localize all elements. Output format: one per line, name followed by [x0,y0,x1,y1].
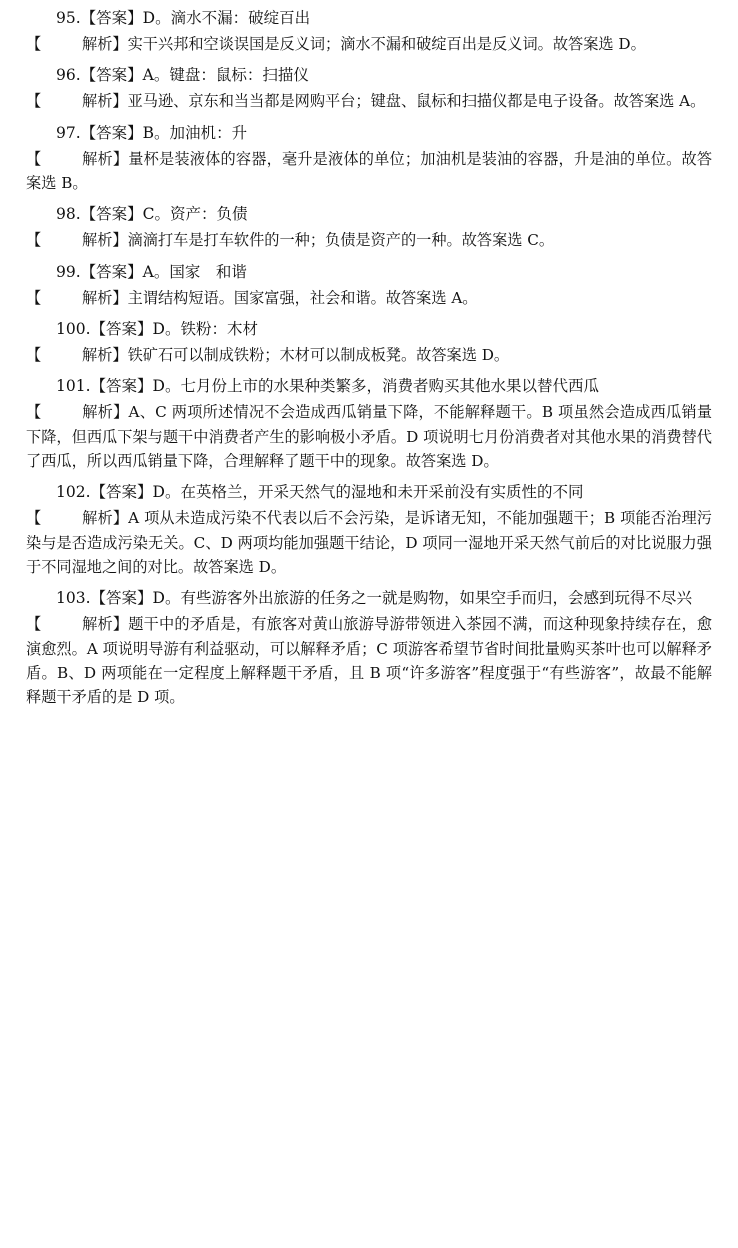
analysis-label-103: 解析】 [82,615,129,634]
analysis-line-96 [26,89,712,113]
answer-line-99 [26,260,712,284]
analysis-text-100: 铁矿石可以制成铁粉；木材可以制成板凳。故答案选 D。 [127,345,510,364]
analysis-text-95: 实干兴邦和空谈误国是反义词；滴水不漏和破绽百出是反义词。故答案选 D。 [127,35,646,54]
entry-98 [26,202,712,252]
analysis-text-98: 滴滴打车是打车软件的一种；负债是资产的一种。故答案选 C。 [127,231,555,250]
analysis-line-101 [26,400,712,473]
answer-text-96: A。键盘：鼠标：扫描仪 [142,66,309,85]
analysis-bracket-103: 【 [26,615,42,634]
question-number-103: 103. [56,589,91,608]
answer-text-95: D。滴水不漏：破绽百出 [142,9,311,27]
answer-line-100 [26,317,712,341]
question-number-97: 97. [56,123,81,142]
answer-line-96 [26,63,712,87]
entry-101 [26,374,712,473]
analysis-line-103 [26,612,712,709]
analysis-line-102 [26,506,712,579]
question-number-98: 98. [56,205,81,224]
answer-text-100: D。铁粉：木材 [152,319,258,338]
analysis-text-101: A、C 两项所述情况不会造成西瓜销量下降，不能解释题干。B 项虽然会造成西瓜销量下降，但西瓜下架与题干中消费者产生的影响极小矛盾。D 项说明七月份消费者对其他水果的消费替代了西瓜，所以西瓜销量下降，合理解释了题干中的现象。故答案选 D。 [26,403,713,470]
question-number-100: 100. [56,319,91,338]
analysis-label-95: 解析】 [82,35,128,54]
answer-text-102: D。在英格兰，开采天然气的湿地和未开采前没有实质性的不同 [152,483,584,502]
answer-label-100: 【答案】 [90,319,153,338]
analysis-bracket-99: 【 [26,288,42,307]
entry-97 [26,121,712,196]
analysis-label-96: 解析】 [82,92,128,111]
answer-label-101: 【答案】 [90,377,153,396]
analysis-label-101: 解析】 [82,403,129,422]
analysis-line-95 [26,32,712,56]
analysis-label-102: 解析】 [82,509,129,528]
analysis-bracket-101: 【 [26,403,42,422]
analysis-bracket-97: 【 [26,149,42,168]
answer-text-99: A。国家 和谐 [142,262,247,281]
answer-line-103 [26,586,712,610]
analysis-bracket-95: 【 [26,35,42,54]
answer-text-98: C。资产：负债 [142,205,248,224]
analysis-text-103: 题干中的矛盾是，有旅客对黄山旅游导游带领进入茶园不满，而这种现象持续存在，愈演愈烈。A 项说明导游有利益驱动，可以解释矛盾；C 项游客希望节省时间批量购买茶叶也可以解释矛盾。B、D 两项能在一定程度上解释题干矛盾，且 B 项“许多游客”程度强于“有些游客”，故最不能解释题干矛盾的是 D 项。 [26,615,713,707]
question-number-95: 95. [56,9,81,27]
analysis-bracket-100: 【 [26,345,42,364]
entry-96 [26,63,712,113]
analysis-line-99 [26,286,712,310]
analysis-bracket-102: 【 [26,509,42,528]
entry-100 [26,317,712,367]
question-number-101: 101. [56,377,91,396]
answer-line-102 [26,480,712,504]
analysis-text-102: A 项从未造成污染不代表以后不会污染，是诉诸无知，不能加强题干；B 项能否治理污染与是否造成污染无关。C、D 两项均能加强题干结论，D 项同一湿地开采天然气前后的对比说服力强于不同湿地之间的对比。故答案选 D。 [26,509,712,576]
entry-102 [26,480,712,579]
entry-95 [26,6,712,56]
analysis-line-97 [26,147,712,196]
answer-text-101: D。七月份上市的水果种类繁多，消费者购买其他水果以替代西瓜 [152,377,599,396]
answer-label-99: 【答案】 [80,262,143,281]
entry-99 [26,260,712,310]
answer-line-97 [26,121,712,145]
analysis-text-96: 亚马逊、京东和当当都是网购平台；键盘、鼠标和扫描仪都是电子设备。故答案选 A。 [127,92,706,111]
analysis-bracket-96: 【 [26,92,42,111]
answer-label-96: 【答案】 [80,66,143,85]
analysis-line-100 [26,343,712,367]
answer-line-95 [26,6,712,30]
answer-label-95: 【答案】 [80,9,143,27]
answer-label-98: 【答案】 [80,205,143,224]
analysis-label-100: 解析】 [82,345,128,364]
answer-text-103: D。有些游客外出旅游的任务之一就是购物，如果空手而归，会感到玩得不尽兴 [152,589,692,608]
analysis-bracket-98: 【 [26,231,42,250]
analysis-text-99: 主谓结构短语。国家富强，社会和谐。故答案选 A。 [127,288,478,307]
analysis-label-98: 解析】 [82,231,128,250]
analysis-text-97: 量杯是装液体的容器，毫升是液体的单位；加油机是装油的容器，升是油的单位。故答案选 B。 [26,149,713,192]
analysis-label-99: 解析】 [82,288,128,307]
question-number-96: 96. [56,66,81,85]
answer-label-97: 【答案】 [80,123,143,142]
question-number-99: 99. [56,262,81,281]
answer-label-103: 【答案】 [90,589,153,608]
analysis-line-98 [26,228,712,252]
question-number-102: 102. [56,483,91,502]
answer-line-98 [26,202,712,226]
analysis-label-97: 解析】 [82,149,129,168]
answer-label-102: 【答案】 [90,483,153,502]
answer-text-97: B。加油机：升 [142,123,248,142]
answer-line-101 [26,374,712,398]
entry-103 [26,586,712,709]
